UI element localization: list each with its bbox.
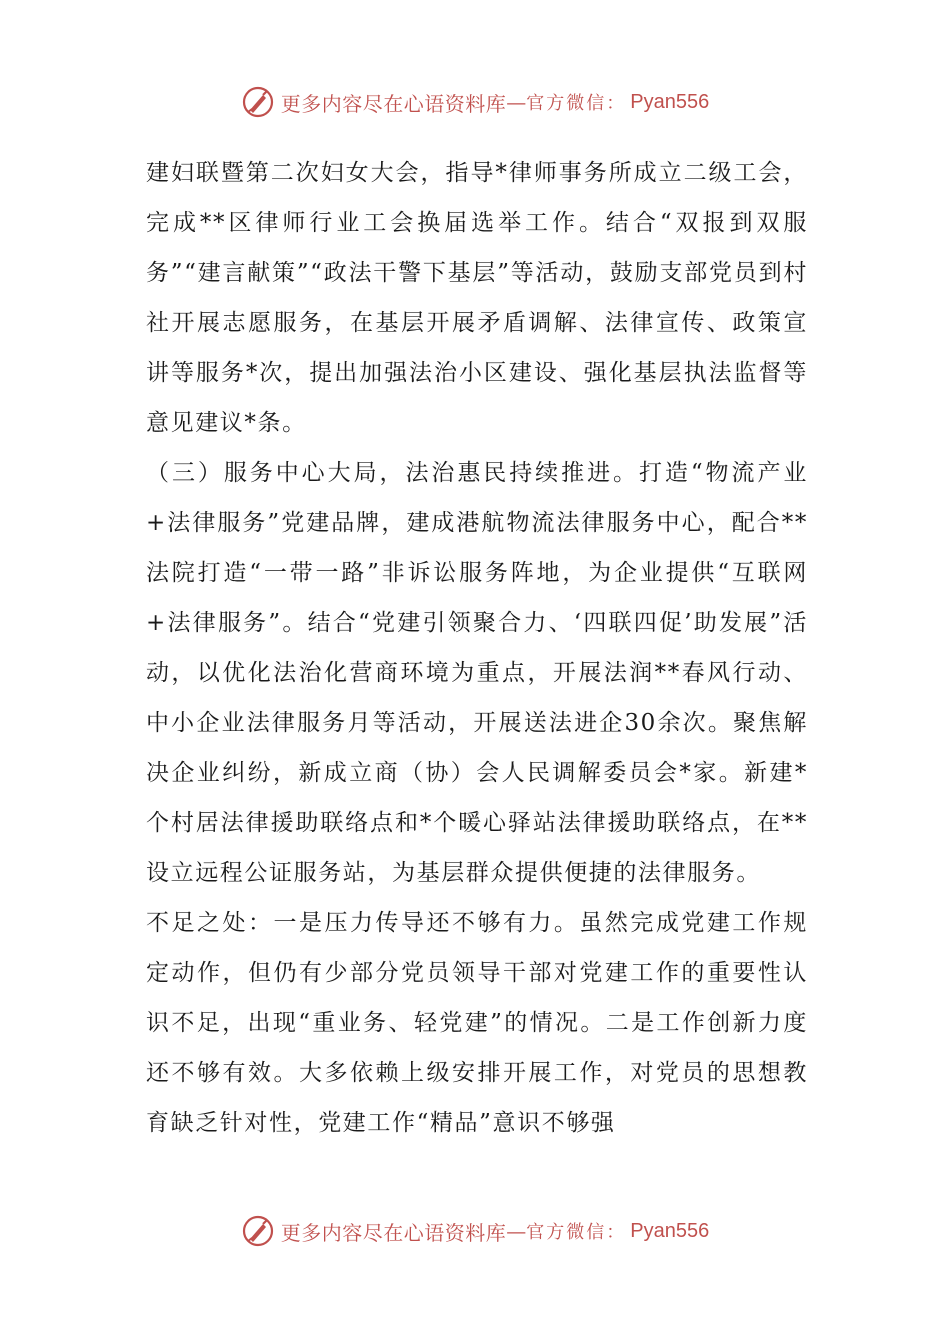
- watermark-main-text: 更多内容尽在心语资料库: [280, 91, 507, 116]
- paragraph: （三）服务中心大局，法治惠民持续推进。打造“物流产业+法律服务”党建品牌，建成港航物流法律服务中心，配合**法院打造“一带一路”非诉讼服务阵地，为企业提供“互联网+法律服务”。结合“党建引领聚合力、‘四联四促’助发展”活动，以优化法治化营商环境为重点，开展法润**春风行动、中小企业法律服务月等活动，开展送法进企30余次。聚焦解决企业纠纷，新成立商（协）会人民调解委员会*家。新建*个村居法律援助联络点和*个暖心驿站法律援助联络点，在**设立远程公证服务站，为基层群众提供便捷的法律服务。: [146, 460, 808, 886]
- watermark-wechat-id: Pyan556: [630, 90, 710, 113]
- watermark-dash: —: [506, 90, 527, 114]
- footer-watermark: [0, 1211, 950, 1251]
- document-body: [146, 148, 808, 1148]
- paragraph: 不足之处：一是压力传导还不够有力。虽然完成党建工作规定动作，但仍有少部分党员领导干部对党建工作的重要性认识不足，出现“重业务、轻党建”的情况。二是工作创新力度还不够有效。大多依赖上级安排开展工作，对党员的思想教育缺乏针对性，党建工作“精品”意识不够强: [146, 910, 808, 1136]
- watermark-wechat-id: Pyan556: [630, 1219, 710, 1242]
- paragraph: 建妇联暨第二次妇女大会，指导*律师事务所成立二级工会，完成**区律师行业工会换届选举工作。结合“双报到双服务”“建言献策”“政法干警下基层”等活动，鼓励支部党员到村社开展志愿服务，在基层开展矛盾调解、法律宣传、政策宣讲等服务*次，提出加强法治小区建设、强化基层执法监督等意见建议*条。: [146, 160, 808, 436]
- watermark-main-text: 更多内容尽在心语资料库: [280, 1220, 507, 1245]
- watermark-wechat-label: 官方微信：: [526, 1222, 627, 1243]
- header-watermark: [0, 82, 950, 122]
- pen-in-circle-icon: [241, 85, 275, 119]
- watermark-dash: —: [506, 1219, 527, 1243]
- watermark-wechat-label: 官方微信：: [526, 93, 627, 114]
- pen-in-circle-icon: [241, 1214, 275, 1248]
